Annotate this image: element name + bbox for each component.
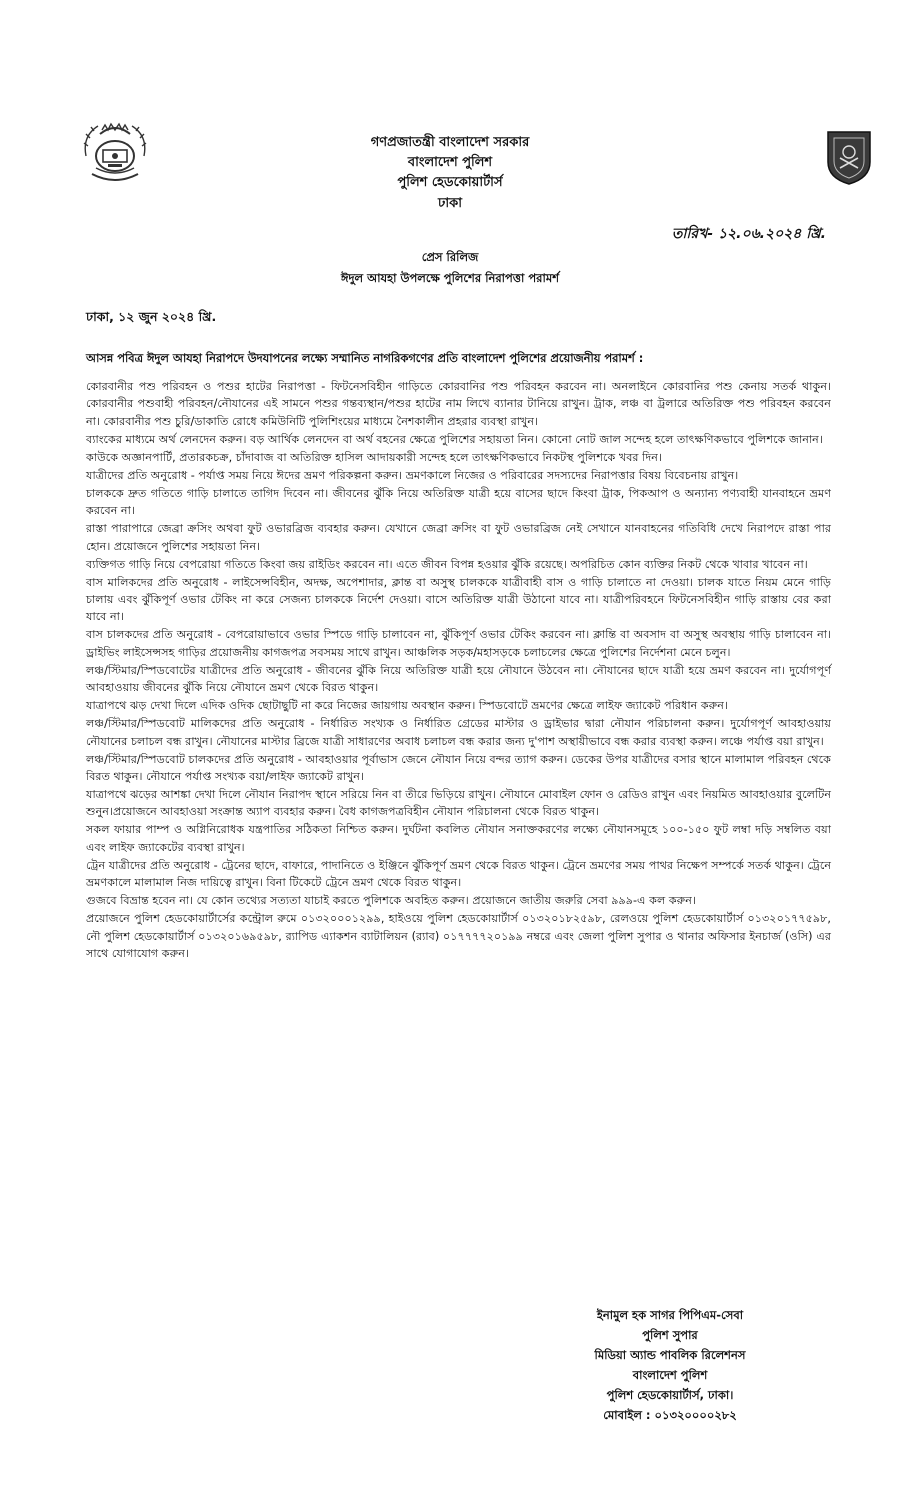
dateline: ঢাকা, ১২ জুন ২০২৪ খ্রি.: [86, 309, 217, 324]
police-shield-icon: [826, 128, 872, 186]
advisory-paragraph: ট্রেন যাত্রীদের প্রতি অনুরোধ - ট্রেনের ছাদে, বাফারে, পাদানিতে ও ইঞ্জিনে ঝুঁকিপূর্ণ ভ্রমণ থেকে বিরত থাকুন। ট্রেনে ভ্রমণের সময় পাথর নিক্ষেপ সম্পর্কে সতর্ক থাকুন। ট্রেনে ভ্রমণকালে মালামাল নিজ দায়িত্বে রাখুন। বিনা টিকেটে ট্রেনে ভ্রমণ থেকে বিরত থাকুন।: [86, 858, 831, 890]
advisory-paragraph: লঞ্চ/স্টিমার/স্পিডবোটের যাত্রীদের প্রতি অনুরোধ - জীবনের ঝুঁকি নিয়ে অতিরিক্ত যাত্রী হয়ে নৌযানে উঠবেন না। নৌযানের ছাদে যাত্রী হয়ে ভ্রমণ করবেন না। দুর্যোগপূর্ণ আবহাওয়ায় জীবনের ঝুঁকি নিয়ে নৌযানে ভ্রমণ থেকে বিরত থাকুন।: [86, 663, 831, 695]
bangladesh-police-emblem-icon: [78, 116, 152, 190]
advisory-paragraph: কাউকে অজ্ঞানপার্টি, প্রতারকচক্র, চাঁদাবাজ বা অতিরিক্ত হাসিল আদায়কারী সন্দেহ হলে তাৎক্ষণিকভাবে নিকটস্থ পুলিশকে খবর দিন।: [86, 450, 662, 464]
signatory-office: পুলিশ হেডকোয়ার্টার্স, ঢাকা।: [606, 1388, 734, 1402]
advisory-paragraph: রাস্তা পারাপারে জেব্রা ক্রসিং অথবা ফুট ওভারব্রিজ ব্যবহার করুন। যেখানে জেব্রা ক্রসিং বা ফুট ওভারব্রিজ নেই সেখানে যানবাহনের গতিবিধি দেখে নিরাপদে রাস্তা পার হোন। প্রয়োজনে পুলিশের সহায়তা নিন।: [86, 522, 831, 553]
advisory-paragraph: ব্যাংকের মাধ্যমে অর্থ লেনদেন করুন। বড় আর্থিক লেনদেন বা অর্থ বহনের ক্ষেত্রে পুলিশের সহায়তা নিন। কোনো নোট জাল সন্দেহ হলে তাৎক্ষণিকভাবে পুলিশকে জানান।: [86, 432, 823, 446]
header-police: বাংলাদেশ পুলিশ: [407, 155, 493, 170]
signatory-name: ইনামুল হক সাগর পিপিএম-সেবা: [596, 1308, 744, 1322]
header-hq: পুলিশ হেডকোয়ার্টার্স: [397, 175, 503, 190]
press-release-title: প্রেস রিলিজ: [421, 250, 479, 264]
signature-block: [540, 1305, 800, 1425]
advisory-body: [86, 378, 831, 963]
document-date: তারিখ- ১২.০৬.২০২৪ খ্রি.: [671, 226, 826, 242]
signatory-department: মিডিয়া অ্যান্ড পাবলিক রিলেশনস: [594, 1348, 746, 1362]
advisory-paragraph: প্রয়োজনে পুলিশ হেডকোয়ার্টার্সের কন্ট্রোল রুমে ০১৩২০০০১২৯৯, হাইওয়ে পুলিশ হেডকোয়ার্টার্স ০১৩২০১৮২৫৯৮, রেলওয়ে পুলিশ হেডকোয়ার্টার্স ০১৩২০১৭৭৫৯৮, নৌ পুলিশ হেডকোয়ার্টার্স ০১৩২০১৬৯৫৯৮, র‍্যাপিড এ্যাকশন ব্যাটালিয়ন (র‍্যাব) ০১৭৭৭৭২০১৯৯ নম্বরে এবং জেলা পুলিশ সুপার ও থানার অফিসার ইনচার্জ (ওসি) এর সাথে যোগাযোগ করুন।: [86, 912, 831, 961]
advisory-paragraph: গুজবে বিভ্রান্ত হবেন না। যে কোন তথ্যের সত্যতা যাচাই করতে পুলিশকে অবহিত করুন। প্রয়োজনে জাতীয় জরুরি সেবা ৯৯৯-এ কল করুন।: [86, 894, 696, 908]
advisory-paragraph: লঞ্চ/স্টিমার/স্পিডবোট চালকদের প্রতি অনুরোধ - আবহাওয়ার পূর্বাভাস জেনে নৌযান নিয়ে বন্দর ত্যাগ করুন। ডেকের উপর যাত্রীদের বসার স্থানে মালামাল পরিবহন থেকে বিরত থাকুন। নৌযানে পর্যাপ্ত সংখ্যক বয়া/লাইফ জ্যাকেট রাখুন।: [86, 752, 831, 784]
press-release-subtitle: ঈদুল আযহা উপলক্ষে পুলিশের নিরাপত্তা পরামর্শ: [340, 271, 560, 285]
intro-text: আসন্ন পবিত্র ঈদুল আযহা নিরাপদে উদযাপনের লক্ষ্যে সম্মানিত নাগরিকগণের প্রতি বাংলাদেশ পুলিশের প্রয়োজনীয় পরামর্শ :: [86, 351, 644, 365]
advisory-paragraph: যাত্রীদের প্রতি অনুরোধ - পর্যাপ্ত সময় নিয়ে ঈদের ভ্রমণ পরিকল্পনা করুন। ভ্রমণকালে নিজের ও পরিবারের সদস্যদের নিরাপত্তার বিষয় বিবেচনায় রাখুন।: [86, 468, 739, 482]
advisory-paragraph: চালককে দ্রুত গতিতে গাড়ি চালাতে তাগিদ দিবেন না। জীবনের ঝুঁকি নিয়ে অতিরিক্ত যাত্রী হয়ে বাসের ছাদে কিংবা ট্রাক, পিকআপ ও অন্যান্য পণ্যবাহী যানবাহনে ভ্রমণ করবেন না।: [86, 486, 831, 518]
header-city: ঢাকা: [438, 196, 462, 211]
signatory-designation: পুলিশ সুপার: [642, 1328, 698, 1342]
signatory-org: বাংলাদেশ পুলিশ: [632, 1368, 708, 1382]
advisory-paragraph: ব্যক্তিগত গাড়ি নিয়ে বেপরোয়া গতিতে কিংবা জয় রাইডিং করবেন না। এতে জীবন বিপন্ন হওয়ার ঝুঁকি রয়েছে। অপরিচিত কোন ব্যক্তির নিকট থেকে খাবার খাবেন না।: [86, 557, 808, 571]
signatory-mobile: মোবাইল : ০১৩২০০০০২৮২: [603, 1408, 737, 1422]
advisory-paragraph: বাস চালকদের প্রতি অনুরোধ - বেপরোয়াভাবে ওভার স্পিডে গাড়ি চালাবেন না, ঝুঁকিপূর্ণ ওভার টেকিং করবেন না। ক্লান্তি বা অবসাদ বা অসুস্থ অবস্থায় গাড়ি চালাবেন না। ড্রাইভিং লাইসেন্সসহ গাড়ির প্রয়োজনীয় কাগজপত্র সবসময় সাথে রাখুন। আঞ্চলিক সড়ক/মহাসড়কে চলাচলের ক্ষেত্রে পুলিশের নির্দেশনা মেনে চলুন।: [86, 628, 831, 659]
header-government: গণপ্রজাতন্ত্রী বাংলাদেশ সরকার: [370, 135, 530, 150]
advisory-paragraph: লঞ্চ/স্টিমার/স্পিডবোট মালিকদের প্রতি অনুরোধ - নির্ধারিত সংখ্যক ও নির্ধারিত গ্রেডের মাস্টার ও ড্রাইভার দ্বারা নৌযান পরিচালনা করুন। দুর্যোগপূর্ণ আবহাওয়ায় নৌযানের চলাচল বন্ধ রাখুন। নৌযানের মাস্টার ব্রিজে যাত্রী সাধারণের অবাধ চলাচল বন্ধ করার জন্য দু'পাশ অস্থায়ীভাবে বন্ধ করার ব্যবস্থা করুন। লঞ্চে পর্যাপ্ত বয়া রাখুন।: [86, 717, 831, 748]
advisory-paragraph: কোরবানীর পশু পরিবহন ও পশুর হাটের নিরাপত্তা - ফিটনেসবিহীন গাড়িতে কোরবানির পশু পরিবহন করবেন না। অনলাইনে কোরবানির পশু কেনায় সতর্ক থাকুন।কোরবানীর পশুবাহী পরিবহন/নৌযানের এই সামনে পশুর গন্তব্যস্থান/পশুর হাটের নাম লিখে ব্যানার টানিয়ে রাখুন। ট্রাক, লঞ্চ বা ট্রলারে অতিরিক্ত পশু পরিবহন করবেন না। কোরবানীর পশু চুরি/ডাকাতি রোধে কমিউনিটি পুলিশিংয়ের মাধ্যমে নৈশকালীন প্রহরার ব্যবস্থা রাখুন।: [86, 380, 831, 428]
advisory-paragraph: যাত্রাপথে ঝড় দেখা দিলে এদিক ওদিক ছোটাছুটি না করে নিজের জায়গায় অবস্থান করুন। স্পিডবোটে ভ্রমণের ক্ষেত্রে লাইফ জ্যাকেট পরিধান করুন।: [86, 699, 728, 713]
advisory-paragraph: বাস মালিকদের প্রতি অনুরোধ - লাইসেন্সবিহীন, অদক্ষ, অপেশাদার, ক্লান্ত বা অসুস্থ চালককে যাত্রীবাহী বাস ও গাড়ি চালাতে না দেওয়া। চালক যাতে নিয়ম মেনে গাড়ি চালায় এবং ঝুঁকিপূর্ণ ওভার টেকিং না করে সেজন্য চালককে নির্দেশ দেওয়া। বাসে অতিরিক্ত যাত্রী উঠানো যাবে না। যাত্রীপরিবহনে ফিটনেসবিহীন গাড়ি রাস্তায় বের করা যাবে না।: [86, 575, 832, 624]
advisory-paragraph: যাত্রাপথে ঝড়ের আশঙ্কা দেখা দিলে নৌযান নিরাপদ স্থানে সরিয়ে নিন বা তীরে ভিড়িয়ে রাখুন। নৌযানে মোবাইল ফোন ও রেডিও রাখুন এবং নিয়মিত আবহাওয়ার বুলেটিন শুনুন।প্রয়োজনে আবহাওয়া সংক্রান্ত অ্যাপ ব্যবহার করুন। বৈধ কাগজপত্রবিহীন নৌযান পরিচালনা থেকে বিরত থাকুন।: [86, 788, 831, 819]
advisory-paragraph: সকল ফায়ার পাম্প ও অগ্নিনিরোধক যন্ত্রপাতির সঠিকতা নিশ্চিত করুন। দুর্ঘটনা কবলিত নৌযান সনাক্তকরণের লক্ষ্যে নৌযানসমূহে ১০০-১৫০ ফুট লম্বা দড়ি সম্বলিত বয়া এবং লাইফ জ্যাকেটের ব্যবস্থা রাখুন।: [86, 823, 831, 854]
